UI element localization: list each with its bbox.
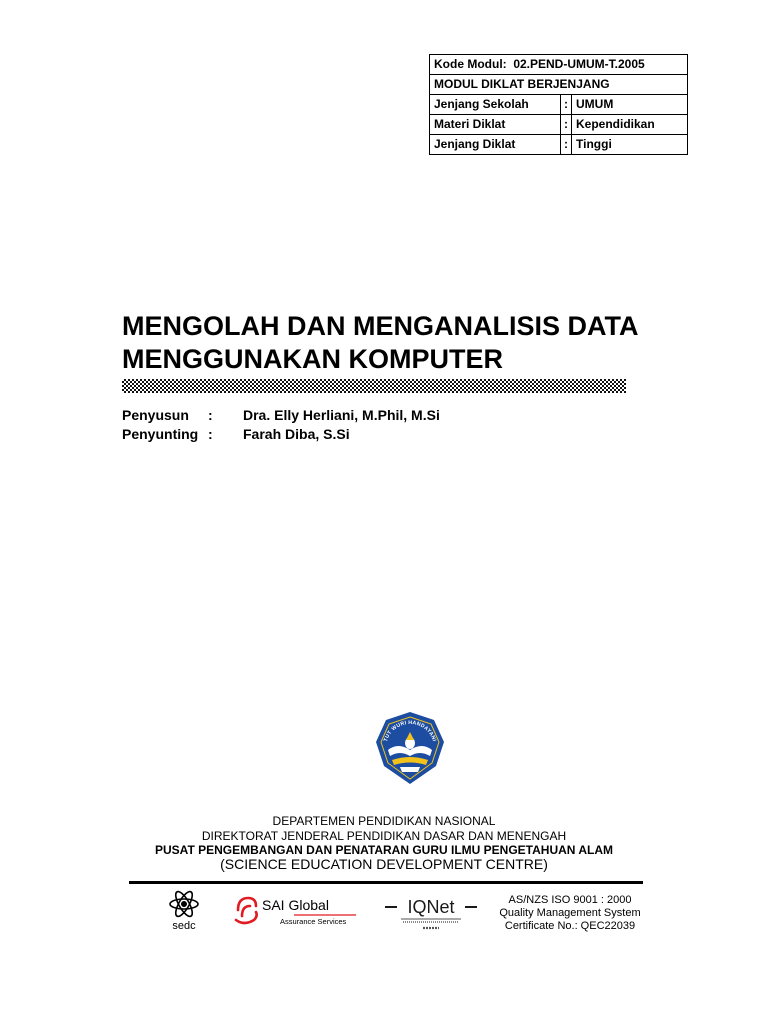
title-line-2: MENGGUNAKAN KOMPUTER [122, 344, 503, 374]
module-heading: MODUL DIKLAT BERJENJANG [430, 75, 688, 95]
credit-label: Penyunting [122, 426, 199, 442]
module-code-row [430, 55, 688, 75]
row-colon: : [561, 135, 572, 155]
credit-colon: : [208, 407, 213, 423]
sedc-label: sedc [172, 920, 196, 932]
sai-global-swirl-icon [236, 898, 257, 923]
institution-department: DEPARTEMEN PENDIDIKAN NASIONAL [272, 814, 496, 828]
iqnet-name: IQNet [407, 897, 455, 917]
row-label: Jenjang Diklat [430, 135, 561, 155]
document-title [122, 310, 742, 376]
checkered-divider [122, 379, 626, 393]
row-colon: : [561, 95, 572, 115]
module-code-value: 02.PEND-UMUM-T.2005 [513, 57, 645, 71]
iso-certificate: Certificate No.: QEC22039 [504, 920, 636, 932]
credit-value: Dra. Elly Herliani, M.Phil, M.Si [243, 407, 440, 423]
sai-global-subtitle: Assurance Services [280, 917, 347, 926]
module-code-label: Kode Modul: [434, 57, 507, 71]
row-value: Tinggi [572, 135, 688, 155]
institution-directorate: DIREKTORAT JENDERAL PENDIDIKAN DASAR DAN MENENGAH [201, 829, 567, 843]
row-value: Kependidikan [572, 115, 688, 135]
row-label: Materi Diklat [430, 115, 561, 135]
row-value: UMUM [572, 95, 688, 115]
sai-global-logo [234, 894, 358, 928]
institution-center: PUSAT PENGEMBANGAN DAN PENATARAN GURU ILMU PENGETAHUAN ALAM [155, 843, 613, 857]
sai-global-name: SAI Global [262, 897, 329, 913]
credit-label: Penyusun [122, 407, 189, 423]
iso-system: Quality Management System [499, 907, 641, 919]
module-info-table [429, 54, 688, 155]
institution-center-english: (SCIENCE EDUCATION DEVELOPMENT CENTRE) [220, 856, 548, 872]
iqnet-logo-icon [385, 893, 477, 933]
row-colon: : [561, 115, 572, 135]
iso-standard: AS/NZS ISO 9001 : 2000 [508, 894, 632, 906]
svg-text:TUT WURI HANDAYANI: TUT WURI HANDAYANI [382, 719, 438, 743]
tut-wuri-handayani-emblem-icon [374, 710, 446, 786]
credit-editor [122, 425, 350, 443]
credit-author [122, 406, 440, 424]
table-row [430, 115, 688, 135]
table-row [430, 135, 688, 155]
row-label: Jenjang Sekolah [430, 95, 561, 115]
credit-colon: : [208, 426, 213, 442]
footer-divider [129, 881, 643, 884]
credit-value: Farah Diba, S.Si [243, 426, 350, 442]
title-line-1: MENGOLAH DAN MENGANALISIS DATA [122, 311, 639, 341]
module-code-cell [430, 55, 688, 75]
table-row [430, 95, 688, 115]
module-heading-row [430, 75, 688, 95]
